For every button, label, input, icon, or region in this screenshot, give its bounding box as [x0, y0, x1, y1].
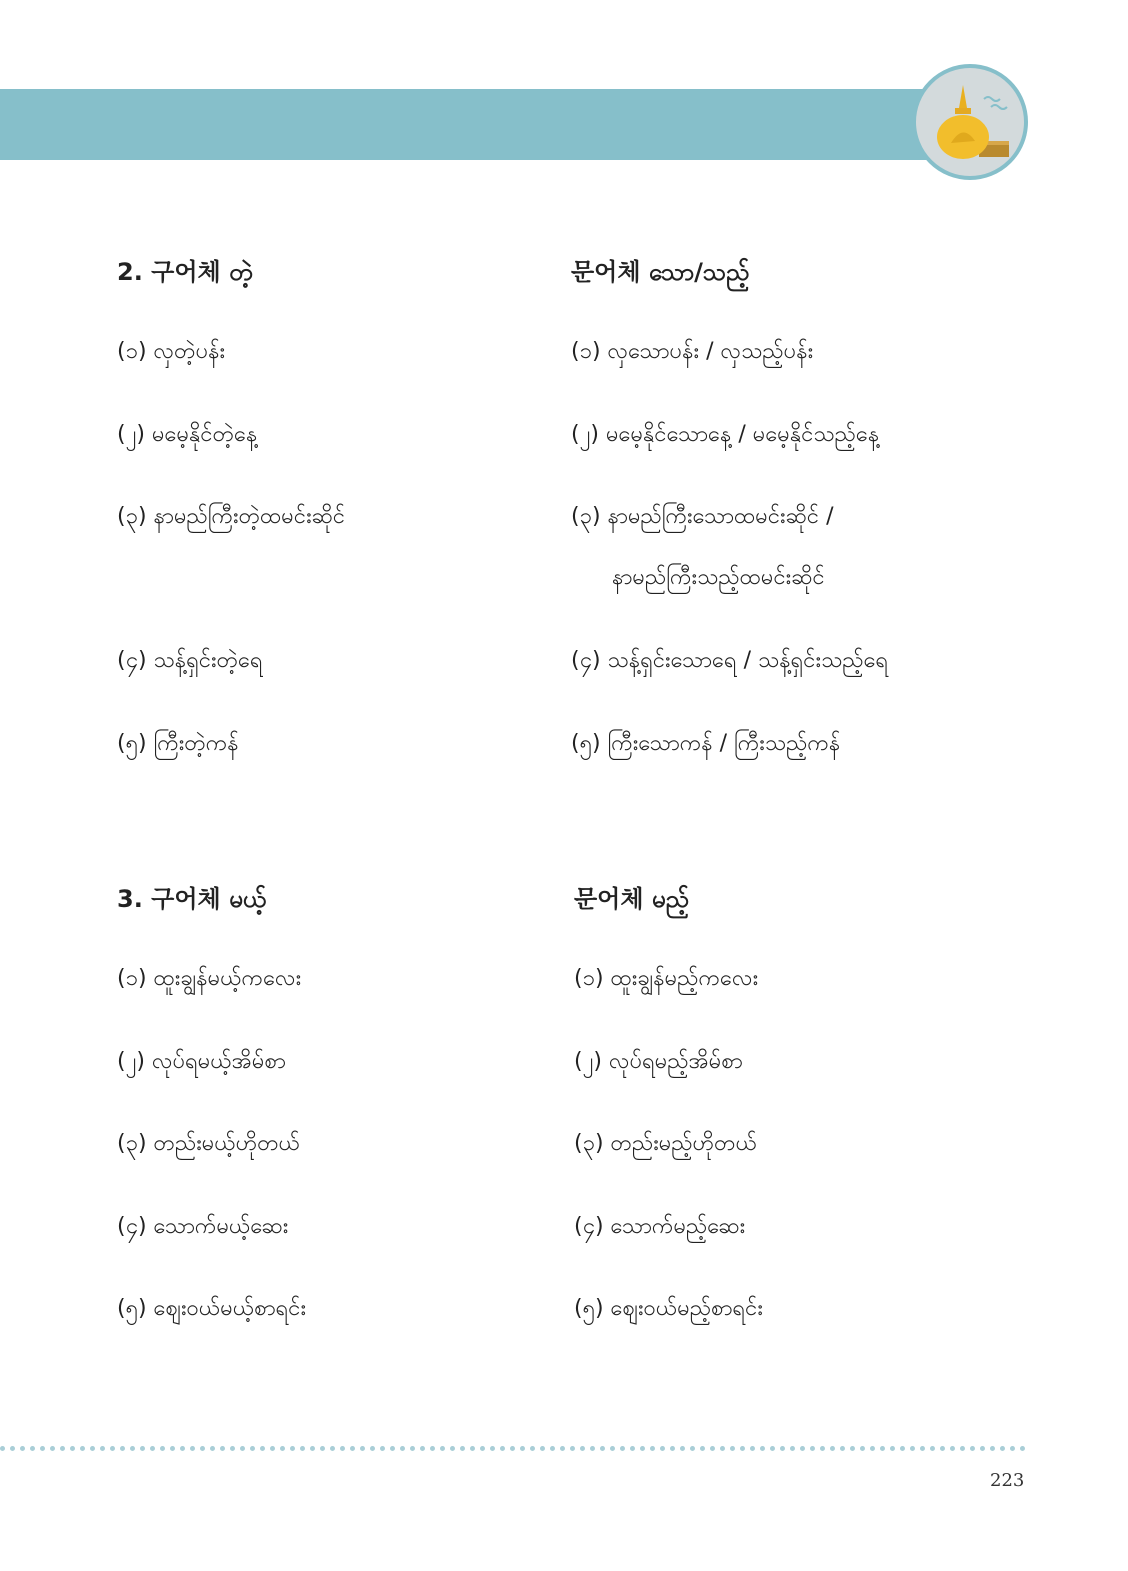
list-item: (၅) ကြီးတဲ့ကန်	[117, 731, 239, 756]
list-item: (၁) ထူးချွန်မယ့်ကလေး	[117, 966, 302, 991]
list-item: (၂) မမေ့နိုင်တဲ့နေ့	[117, 422, 258, 447]
list-item: (၅) ဈေးဝယ်မည့်စာရင်း	[574, 1296, 763, 1321]
list-item: (၅) ကြီးသောကန် / ကြီးသည့်ကန်	[571, 731, 841, 756]
list-item: (၃) နာမည်ကြီးသောထမင်းဆိုင် /	[571, 504, 834, 529]
list-item: (၄) သန့်ရှင်းသောရေ / သန့်ရှင်းသည့်ရေ	[571, 648, 889, 673]
list-item: (၄) သန့်ရှင်းတဲ့ရေ	[117, 648, 263, 673]
footer-divider	[0, 1446, 1026, 1451]
list-item: (၁) လှသောပန်း / လှသည့်ပန်း	[571, 339, 814, 364]
section-2-colloquial-title: 2. 구어체 တဲ့	[117, 258, 253, 286]
list-item: (၂) လုပ်ရမည့်အိမ်စာ	[574, 1049, 743, 1074]
list-item-continuation: နာမည်ကြီးသည့်ထမင်းဆိုင်	[612, 565, 825, 590]
list-item: (၄) သောက်မယ့်ဆေး	[117, 1214, 289, 1239]
section-3-colloquial-title: 3. 구어체 မယ့်	[117, 885, 267, 913]
list-item: (၃) တည်းမယ့်ဟိုတယ်	[117, 1131, 301, 1156]
list-item: (၂) လုပ်ရမယ့်အိမ်စာ	[117, 1049, 286, 1074]
list-item: (၁) ထူးချွန်မည့်ကလေး	[574, 966, 759, 991]
page-number: 223	[990, 1470, 1025, 1491]
list-item: (၁) လှတဲ့ပန်း	[117, 339, 226, 364]
pagoda-icon	[911, 63, 1029, 181]
list-item: (၂) မမေ့နိုင်သောနေ့ / မမေ့နိုင်သည့်နေ့	[571, 422, 880, 447]
header-band	[0, 89, 935, 160]
list-item: (၃) တည်းမည့်ဟိုတယ်	[574, 1131, 757, 1156]
list-item: (၄) သောက်မည့်ဆေး	[574, 1214, 746, 1239]
section-3-literary-title: 문어체 မည့်	[574, 885, 689, 913]
section-2-literary-title: 문어체 သော/သည့်	[571, 258, 750, 286]
list-item: (၃) နာမည်ကြီးတဲ့ထမင်းဆိုင်	[117, 504, 346, 529]
list-item: (၅) ဈေးဝယ်မယ့်စာရင်း	[117, 1296, 307, 1321]
